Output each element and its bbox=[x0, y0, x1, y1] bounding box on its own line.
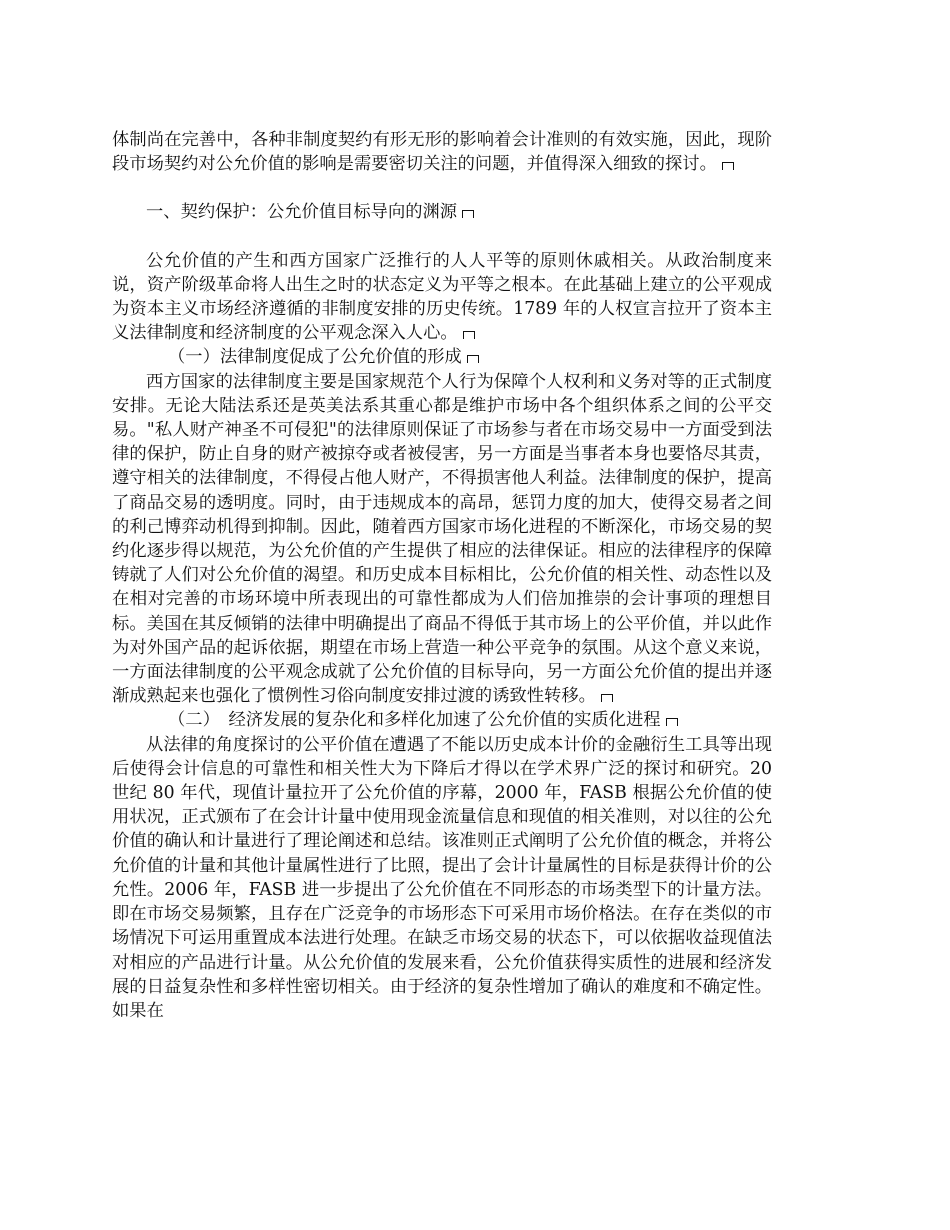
subsection-heading-text: （一）法律制度促成了公允价值的形成 bbox=[168, 347, 462, 368]
subsection-heading-text: （二） 经济发展的复杂化和多样化加速了公允价值的实质化进程 bbox=[168, 710, 661, 731]
blank-line bbox=[112, 176, 772, 200]
paragraph-mark-icon bbox=[665, 718, 679, 726]
paragraph-text: 体制尚在完善中，各种非制度契约有形无形的影响着会计准则的有效实施，因此，现阶段市场契约对公允价值的影响是需要密切关注的问题，并值得深入细致的探讨。 bbox=[112, 130, 772, 175]
blank-line bbox=[112, 225, 772, 249]
subsection-heading-1 bbox=[112, 345, 772, 369]
paragraph-intro bbox=[112, 249, 772, 346]
paragraph-mark-icon bbox=[721, 162, 735, 170]
paragraph-economy bbox=[112, 733, 772, 1023]
paragraph-mark-icon bbox=[461, 210, 475, 218]
paragraph-text: 从法律的角度探讨的公平价值在遭遇了不能以历史成本计价的金融衍生工具等出现后使得会计信息的可靠性和相关性大为下降后才得以在学术界广泛的探讨和研究。20 世纪 80 年代，现值计量拉开了公允价值的序幕，2000 年，FASB 根据公允价值的使用状况，正式颁布了在会计计量中使用现金流量信息和现值的相关准则，对以往的公允价值的确认和计量进行了理论阐述和总结。该准则正式阐明了公允价值的概念，并将公允价值的计量和其他计量属性进行了比照，提出了会计计量属性的目标是获得计价的公允性。2006 年，FASB 进一步提出了公允价值在不同形态的市场类型下的计量方法。即在市场交易频繁，且存在广泛竞争的市场形态下可采用市场价格法。在存在类似的市场情况下可运用重置成本法进行处理。在缺乏市场交易的状态下，可以依据收益现值法对相应的产品进行计量。从公允价值的发展来看，公允价值获得实质性的进展和经济发展的日益复杂性和多样性密切相关。由于经济的复杂性增加了确认的难度和不确定性。如果在 bbox=[112, 734, 772, 1021]
section-heading-text: 一、契约保护：公允价值目标导向的渊源 bbox=[146, 202, 458, 223]
paragraph-mark-icon bbox=[462, 331, 476, 339]
paragraph-text: 公允价值的产生和西方国家广泛推行的人人平等的原则休戚相关。从政治制度来说，资产阶级革命将人出生之时的状态定义为平等之根本。在此基础上建立的公平观成为资本主义市场经济遵循的非制度安排的历史传统。1789 年的人权宣言拉开了资本主义法律制度和经济制度的公平观念深入人心。 bbox=[112, 250, 772, 344]
document-page bbox=[112, 128, 772, 1023]
paragraph-mark-icon bbox=[600, 694, 614, 702]
paragraph-law bbox=[112, 370, 772, 709]
subsection-heading-2 bbox=[112, 708, 772, 732]
section-heading bbox=[112, 200, 772, 224]
paragraph-mark-icon bbox=[466, 355, 480, 363]
paragraph-continued bbox=[112, 128, 772, 176]
paragraph-text: 西方国家的法律制度主要是国家规范个人行为保障个人权利和义务对等的正式制度安排。无论大陆法系还是英美法系其重心都是维护市场中各个组织体系之间的公平交易。"私人财产神圣不可侵犯"的法律原则保证了市场参与者在市场交易中一方面受到法律的保护，防止自身的财产被掠夺或者被侵害，另一方面是当事者本身也要恪尽其责，遵守相关的法律制度，不得侵占他人财产，不得损害他人利益。法律制度的保护，提高了商品交易的透明度。同时，由于违规成本的高昂，惩罚力度的加大，使得交易者之间的利己博弈动机得到抑制。因此，随着西方国家市场化进程的不断深化，市场交易的契约化逐步得以规范，为公允价值的产生提供了相应的法律保证。相应的法律程序的保障铸就了人们对公允价值的渴望。和历史成本目标相比，公允价值的相关性、动态性以及在相对完善的市场环境中所表现出的可靠性都成为人们倍加推崇的会计事项的理想目标。美国在其反倾销的法律中明确提出了商品不得低于其市场上的公平价值，并以此作为对外国产品的起诉依据，期望在市场上营造一种公平竞争的氛围。从这个意义来说，一方面法律制度的公平观念成就了公允价值的目标导向，另一方面公允价值的提出并逐渐成熟起来也强化了惯例性习俗向制度安排过渡的诱致性转移。 bbox=[112, 371, 772, 707]
